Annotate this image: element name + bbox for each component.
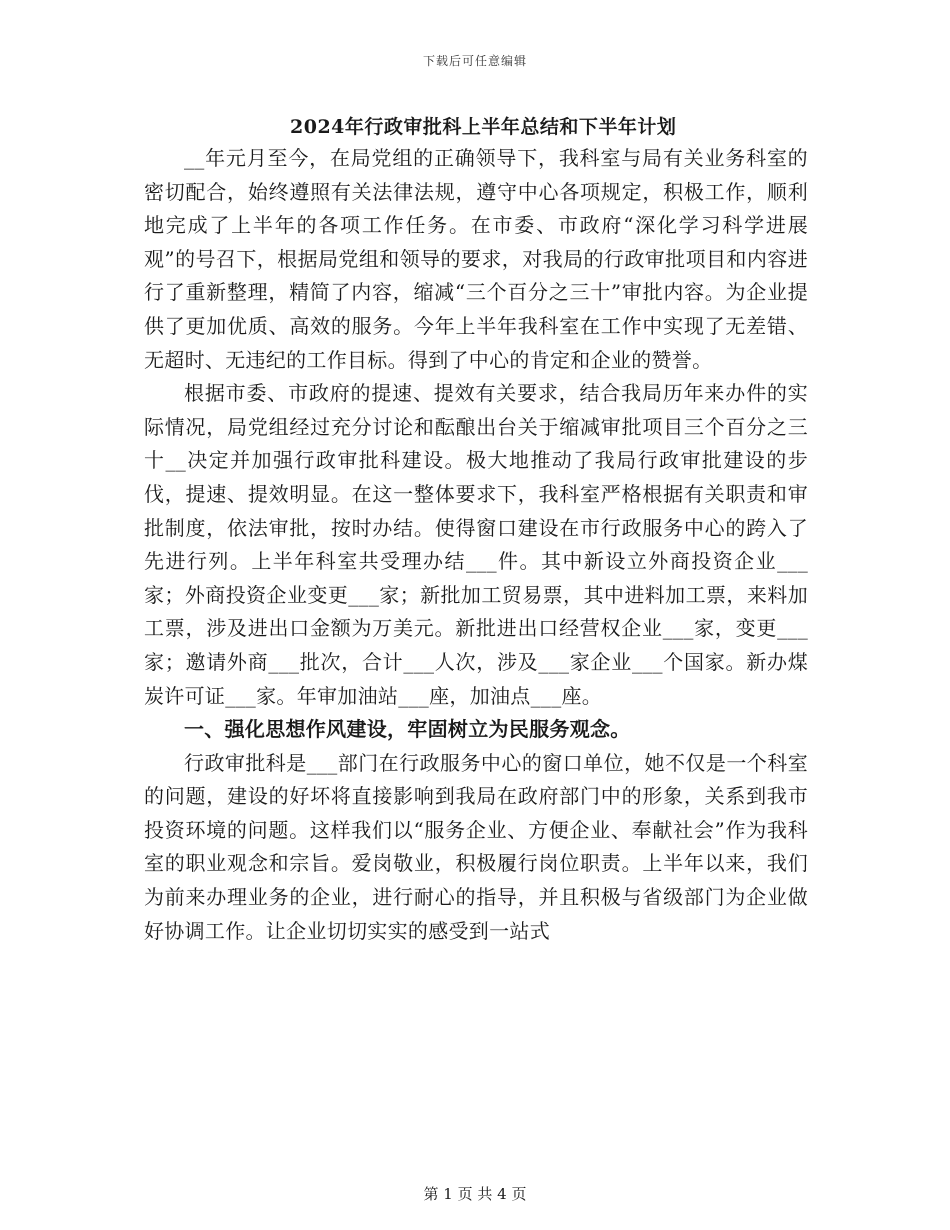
document-title: 2024年行政审批科上半年总结和下半年计划: [290, 116, 677, 138]
page-number: 第 1 页 共 4 页: [423, 1185, 527, 1203]
paragraph-progress: 根据市委、市政府的提速、提效有关要求，结合我局历年来办件的实际情况，局党组经过充分讨论和酝酿出台关于缩减审批项目三个百分之三十__决定并加强行政审批科建设。极大地推动了我局行政审批建设的步伐，提速、提效明显。在这一整体要求下，我科室严格根据有关职责和审批制度，依法审批，按时办结。使得窗口建设在市行政服务中心的跨入了先进行列。上半年科室共受理办结___件。其中新设立外商投资企业___家；外商投资企业变更___家；新批加工贸易票，其中进料加工票，来料加工票，涉及进出口金额为万美元。新批进出口经营权企业___家，变更___家；邀请外商___批次，合计___人次，涉及___家企业___个国家。新办煤炭许可证___家。年审加油站___座，加油点___座。: [144, 381, 808, 708]
paragraph-intro: __年元月至今，在局党组的正确领导下，我科室与局有关业务科室的密切配合，始终遵照有关法律法规，遵守中心各项规定，积极工作，顺利地完成了上半年的各项工作任务。在市委、市政府“深化学习科学进展观”的号召下，根据局党组和领导的要求，对我局的行政审批项目和内容进行了重新整理，精简了内容，缩减“三个百分之三十”审批内容。为企业提供了更加优质、高效的服务。今年上半年我科室在工作中实现了无差错、无超时、无违纪的工作目标。得到了中心的肯定和企业的赞誉。: [144, 146, 808, 372]
paragraph-section-1: 行政审批科是___部门在行政服务中心的窗口单位，她不仅是一个科室的问题，建设的好坏将直接影响到我局在政府部门中的形象，关系到我市投资环境的问题。这样我们以“服务企业、方便企业、奉献社会”作为我科室的职业观念和宗旨。爱岗敬业，积极履行岗位职责。上半年以来，我们为前来办理业务的企业，进行耐心的指导，并且积极与省级部门为企业做好协调工作。让企业切切实实的感受到一站式: [144, 750, 808, 943]
section-heading-1: 一、强化思想作风建设，牢固树立为民服务观念。: [184, 717, 631, 742]
document-body: [144, 112, 808, 948]
page-header-note: 下载后可任意编辑: [422, 54, 527, 68]
